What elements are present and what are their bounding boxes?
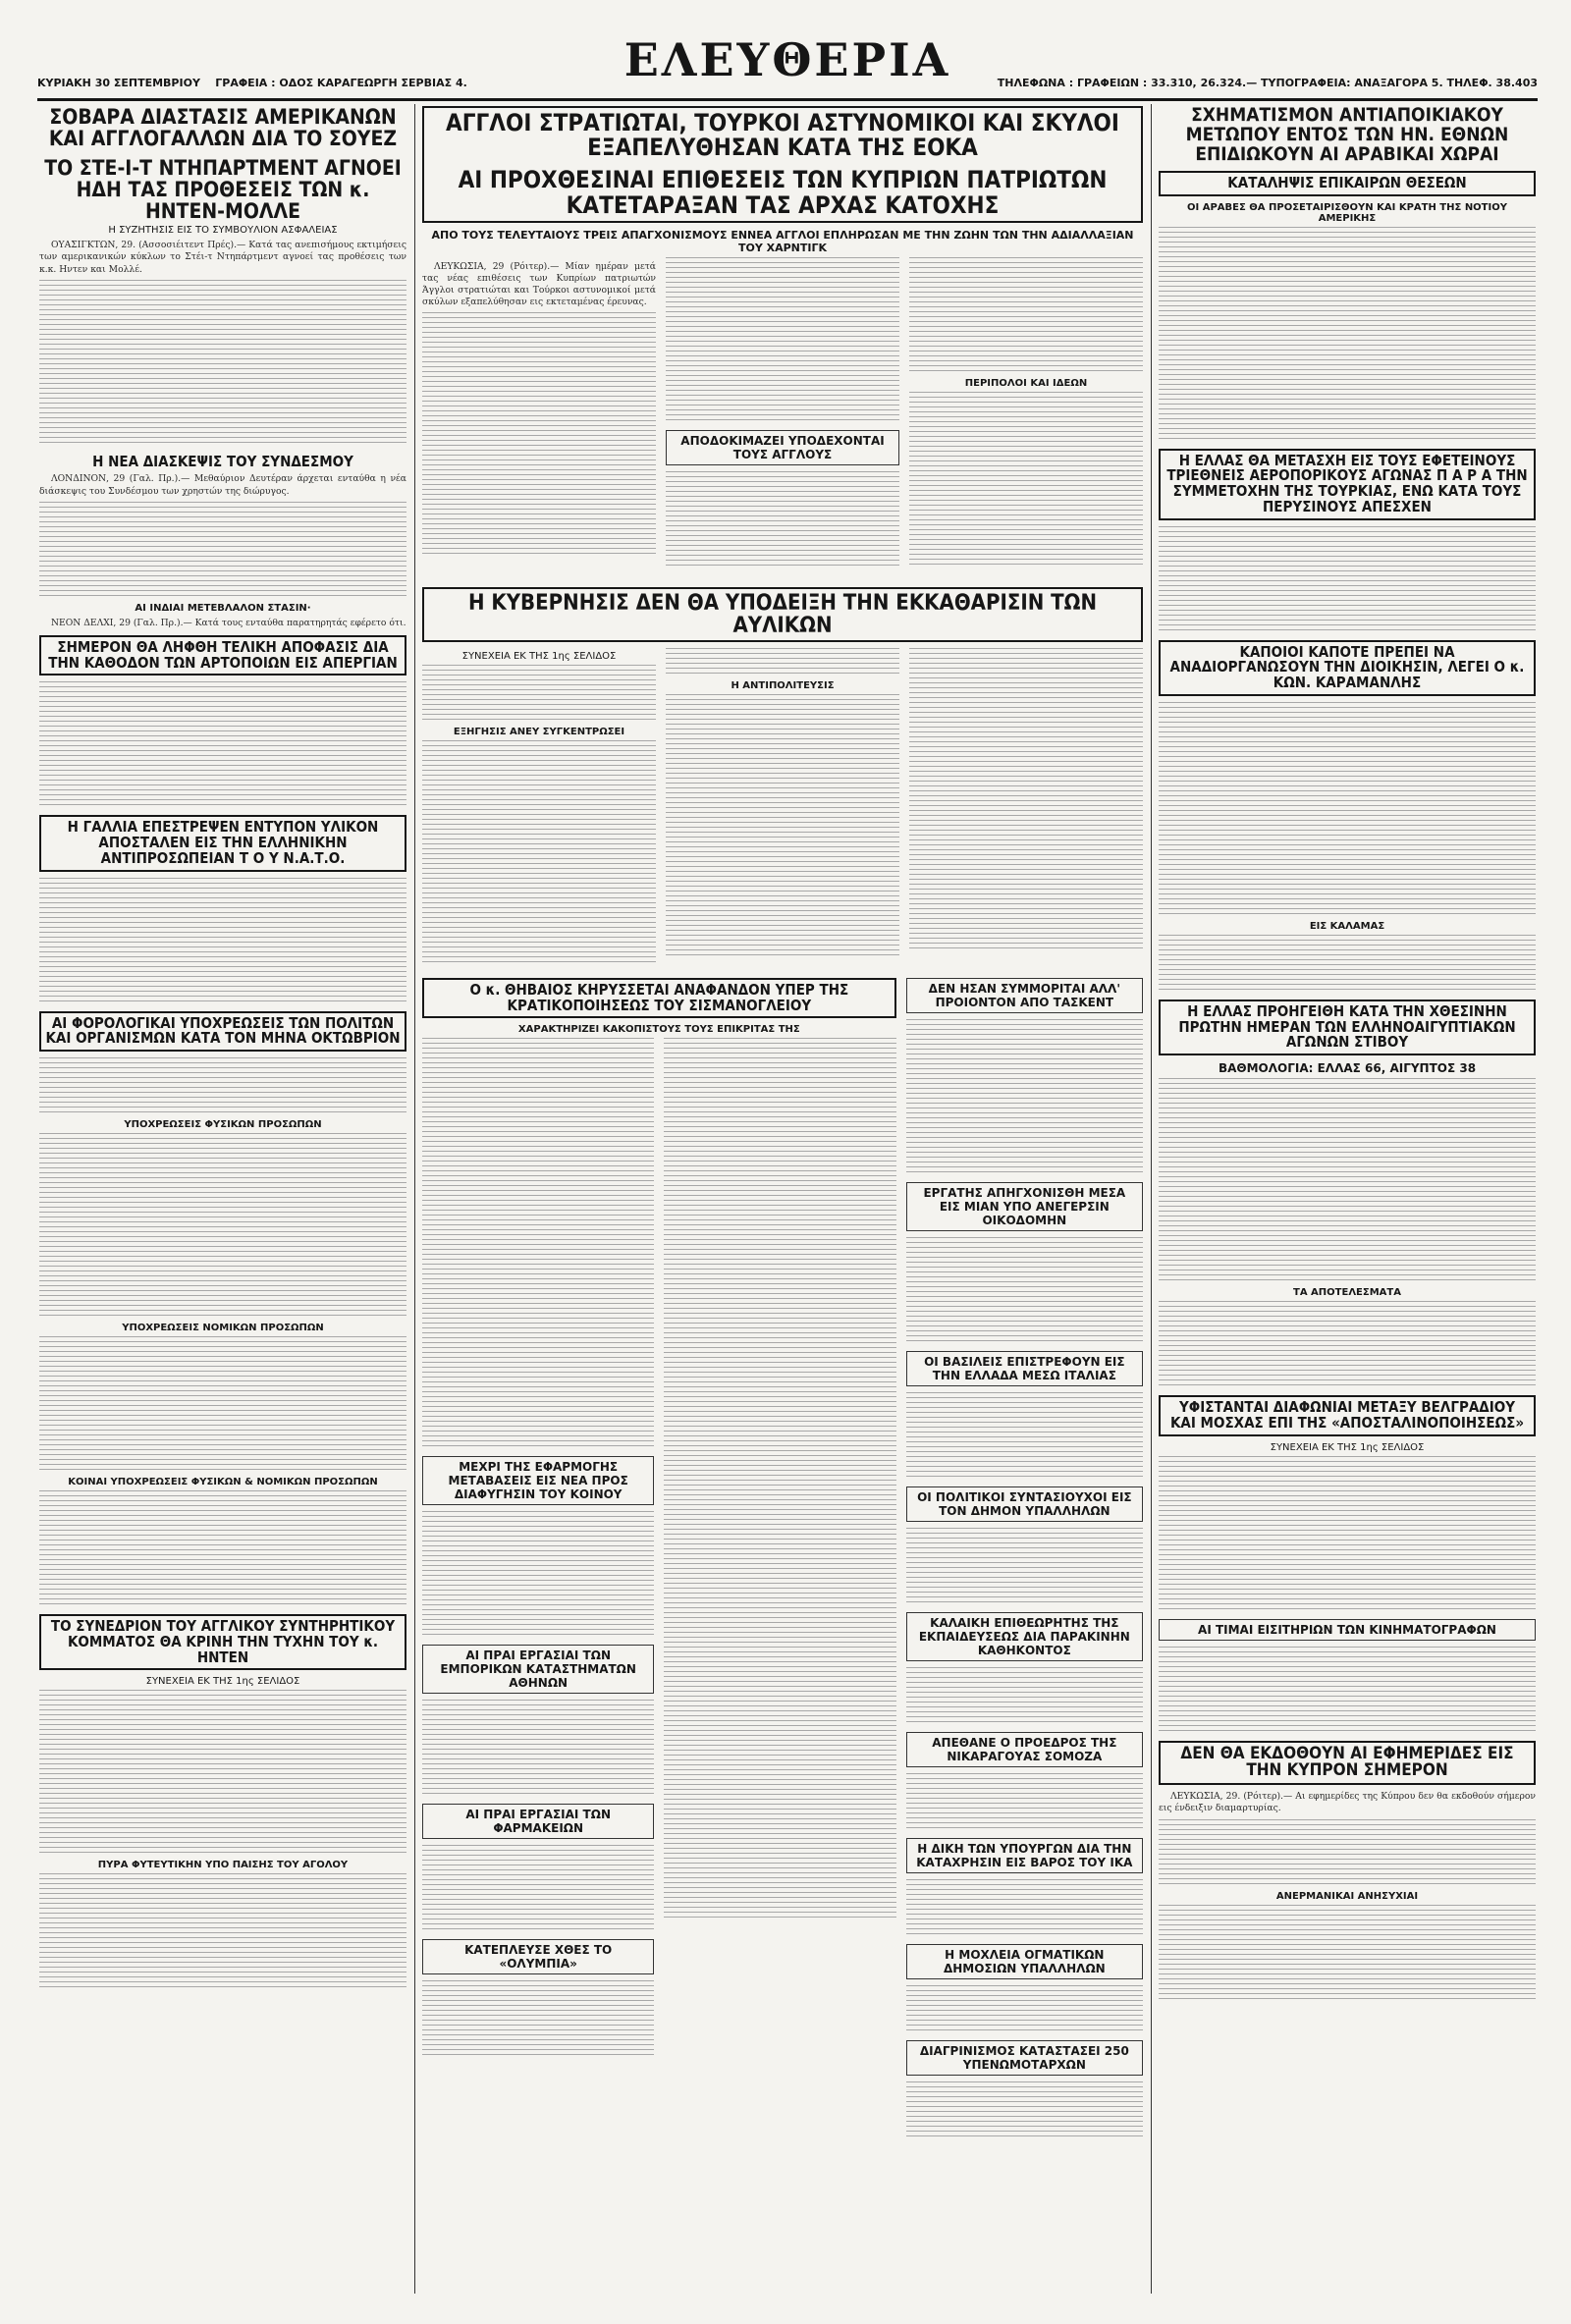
text-block [666,694,899,959]
headline-olympia: ΚΑΤΕΠΛΕΥΣΕ ΧΘΕΣ ΤΟ «ΟΛΥΜΠΙΑ» [422,1939,654,1974]
text-block [906,1985,1143,2034]
lead-article-columns [422,257,1143,581]
article-column [666,257,899,581]
headline-tax-obligations: ΑΙ ΦΟΡΟΛΟΓΙΚΑΙ ΥΠΟΧΡΕΩΣΕΙΣ ΤΩΝ ΠΟΛΙΤΩΝ ΚΑΙ ΟΡΓΑΝΙΣΜΩΝ ΚΑΤΑ ΤΟΝ ΜΗΝΑ ΟΚΤΩΒΡΙΟΝ [45,1013,401,1048]
office-address: ΓΡΑΦΕΙΑ : ΟΔΟΣ ΚΑΡΑΓΕΩΡΓΗ ΣΕΡΒΙΑΣ 4. [215,77,467,89]
banner-government-box [422,587,1143,642]
subheadline-patrols: ΑΠΟΔΟΚΙΜΑΖΕΙ ΥΠΟΔΕΧΟΝΤΑΙ ΤΟΥΣ ΑΓΓΛΟΥΣ [666,430,899,465]
article-body [39,240,406,275]
text-block [909,257,1143,375]
headline-cinema-prices: ΑΙ ΤΙΜΑΙ ΕΙΣΙΤΗΡΙΩΝ ΤΩΝ ΚΙΝΗΜΑΤΟΓΡΑΦΩΝ [1159,1619,1536,1641]
text-block [422,1845,654,1933]
text-block [1159,227,1536,443]
article-column [422,257,656,581]
article-body [39,473,406,497]
headline-state-department: ΤΟ ΣΤΕ-Ι-Τ ΝΤΗΠΑΡΤΜΕΝΤ ΑΓΝΟΕΙ ΗΔΗ ΤΑΣ ΠΡΟΘΕΣΕΙΣ ΤΩΝ κ. ΗΝΤΕΝ-ΜΟΛΛΕ [44,156,402,224]
subheadline-fire: ΠΥΡΑ ΦΥΤΕΥΤΙΚΗΝ ΥΠΟ ΠΑΙΣΗΣ ΤΟΥ ΑΓΟΛΟΥ [97,1860,349,1871]
lead-deck: ΑΠΟ ΤΟΥΣ ΤΕΛΕΥΤΑΙΟΥΣ ΤΡΕΙΣ ΑΠΑΓΧΟΝΙΣΜΟΥΣ ΕΝΝΕΑ ΑΓΓΛΟΙ ΕΠΛΗΡΩΣΑΝ ΜΕ ΤΗΝ ΖΩΗΝ ΤΩΝ ΤΗΝ ΑΔΙΑΛΛΑΞΙΑΝ ΤΟΥ ΧΑΡΝΤΙΓΚ [431,228,1134,254]
text-block [39,681,406,809]
article-column [664,1038,895,2059]
subheadline-security-council: Η ΣΥΖΗΤΗΣΙΣ ΕΙΣ ΤΟ ΣΥΜΒΟΥΛΙΟΝ ΑΣΦΑΛΕΙΑΣ [108,225,338,237]
article-body [39,618,406,629]
lower-center-main [422,972,896,2140]
text-block [664,1038,895,1921]
lead-banner-eoka: ΑΓΓΛΟΙ ΣΤΡΑΤΙΩΤΑΙ, ΤΟΥΡΚΟΙ ΑΣΤΥΝΟΜΙΚΟΙ ΚΑΙ ΣΚΥΛΟΙ ΕΞΑΠΕΛΥΘΗΣΑΝ ΚΑΤΑ ΤΗΣ ΕΟΚΑ [446,109,1119,162]
text-block [906,1667,1143,1726]
text-block [39,1690,406,1857]
text-block [1159,1078,1536,1284]
center-section [422,106,1143,2296]
headline-pharmacy-hours: ΑΙ ΠΡΑΙ ΕΡΓΑΣΙΑΙ ΤΩΝ ΦΑΡΜΑΚΕΙΩΝ [422,1804,654,1839]
text-block [422,740,656,966]
text-block [39,1873,406,1991]
headline-karamanlis: ΚΑΠΟΙΟΙ ΚΑΠΟΤΕ ΠΡΕΠΕΙ ΝΑ ΑΝΑΔΙΟΡΓΑΝΩΣΟΥΝ ΤΗΝ ΔΙΟΙΚΗΣΙΝ, ΛΕΓΕΙ Ο κ. ΚΩΝ. ΚΑΡΑΜΑΝΛΗΣ [1169,642,1525,692]
subheadline-opposition: Η ΑΝΤΙΠΟΛΙΤΕΥΣΙΣ [731,679,835,691]
headline-box-tax [39,1011,406,1053]
headline-positions: ΚΑΤΑΛΗΨΙΣ ΕΠΙΚΑΙΡΩΝ ΘΕΣΕΩΝ [1227,173,1467,191]
text-block [39,1133,406,1320]
text-block [422,312,656,558]
text-block [666,471,899,569]
text-block [909,392,1143,568]
text-block [1159,1819,1536,1888]
text-block [39,502,406,600]
paragraph: ΛΕΥΚΩΣΙΑ, 29. (Ρόιτερ).— Αι εφημερίδες της Κύπρου δεν θα εκδοθούν σήμερον εις ένδειξιν διαμαρτυρίας. [1159,1791,1536,1814]
lower-center-side [906,972,1143,2140]
headline-box-karamanlis [1159,640,1536,696]
headline-suez: ΣΟΒΑΡΑ ΔΙΑΣΤΑΣΙΣ ΑΜΕΡΙΚΑΝΩΝ ΚΑΙ ΑΓΓΛΟΓΑΛΛΩΝ ΔΙΑ ΤΟ ΣΟΥΕΖ [48,106,398,151]
issue-date: ΚΥΡΙΑΚΗ 30 ΣΕΠΤΕΜΒΡΙΟΥ [37,77,200,89]
phone-numbers: ΤΗΛΕΦΩΝΑ : ΓΡΑΦΕΙΩΝ : 33.310, 26.324.— ΤΥΠΟΓΡΑΦΕΙΑ: ΑΝΑΞΑΓΟΡΑ 5. ΤΗΛΕΦ. 38.403 [997,77,1538,89]
headline-worker: ΕΡΓΑΤΗΣ ΑΠΗΓΧΟΝΙΣΘΗ ΜΕΣΑ ΕΙΣ ΜΙΑΝ ΥΠΟ ΑΝΕΓΕΡΣΙΝ ΟΙΚΟΔΟΜΗΝ [906,1182,1143,1231]
headline-inspector: ΚΑΛΑΙΚΗ ΕΠΙΘΕΩΡΗΤΗΣ ΤΗΣ ΕΚΠΑΙΔΕΥΣΕΩΣ ΔΙΑ ΠΑΡΑΚΙΝΗΝ ΚΑΘΗΚΟΝΤΟΣ [906,1612,1143,1661]
text-block [422,665,656,724]
subheadline-physical-persons: ΥΠΟΧΡΕΩΣΕΙΣ ΦΥΣΙΚΩΝ ΠΡΟΣΩΠΩΝ [124,1119,322,1131]
right-column [1159,106,1536,2296]
headline-bakers-strike: ΣΗΜΕΡΟΝ ΘΑ ΛΗΦΘΗ ΤΕΛΙΚΗ ΑΠΟΦΑΣΙΣ ΔΙΑ ΤΗΝ ΚΑΘΟΔΟΝ ΤΩΝ ΑΡΤΟΠΟΙΩΝ ΕΙΣ ΑΠΕΡΓΙΑΝ [48,637,398,672]
newspaper-title: ΕΛΕΥΘΕΡΙΑ [623,33,951,86]
headline-ika-trial: Η ΔΙΚΗ ΤΩΝ ΥΠΟΥΡΓΩΝ ΔΙΑ ΤΗΝ ΚΑΤΑΧΡΗΣΙΝ ΕΙΣ ΒΑΡΟΣ ΤΟΥ ΙΚΑ [906,1838,1143,1873]
subheadline-legal-persons: ΥΠΟΧΡΕΩΣΕΙΣ ΝΟΜΙΚΩΝ ΠΡΟΣΩΠΩΝ [122,1323,324,1334]
headline-conference: Η ΝΕΑ ΔΙΑΣΚΕΨΙΣ ΤΟΥ ΣΥΝΔΕΣΜΟΥ [92,452,353,470]
lead-banner-attacks: ΑΙ ΠΡΟΧΘΕΣΙΝΑΙ ΕΠΙΘΕΣΕΙΣ ΤΩΝ ΚΥΠΡΙΩΝ ΠΑΤΡΙΩΤΩΝ ΚΑΤΕΤΑΡΑΞΑΝ ΤΑΣ ΑΡΧΑΣ ΚΑΤΟΧΗΣ [458,166,1108,219]
headline-cyprus-papers: ΔΕΝ ΘΑ ΕΚΔΟΘΟΥΝ ΑΙ ΕΦΗΜΕΡΙΔΕΣ ΕΙΣ ΤΗΝ ΚΥΠΡΟΝ ΣΗΜΕΡΟΝ [1180,1743,1514,1781]
lower-center [422,972,1143,2140]
article-column [666,648,899,972]
article-column [909,257,1143,581]
headline-box-bakers [39,635,406,676]
subheadline-results: ΤΑ ΑΠΟΤΕΛΕΣΜΑΤΑ [1293,1287,1401,1299]
headline-royals: ΟΙ ΒΑΣΙΛΕΙΣ ΕΠΙΣΤΡΕΦΟΥΝ ΕΙΣ ΤΗΝ ΕΛΛΑΔΑ ΜΕΣΩ ΙΤΑΛΙΑΣ [906,1351,1143,1386]
headline-arab-front: ΣΧΗΜΑΤΙΣΜΟΝ ΑΝΤΙΑΠΟΙΚΙΑΚΟΥ ΜΕΤΩΠΟΥ ΕΝΤΟΣ ΤΩΝ ΗΝ. ΕΘΝΩΝ ΕΠΙΔΙΩΚΟΥΝ ΑΙ ΑΡΑΒΙΚΑΙ ΧΩΡΑΙ [1185,106,1509,165]
headline-box-positions [1159,171,1536,196]
headline-somoza: ΑΠΕΘΑΝΕ Ο ΠΡΟΕΔΡΟΣ ΤΗΣ ΝΙΚΑΡΑΓΟΥΑΣ ΣΟΜΟΖΑ [906,1732,1143,1767]
headline-conservative-congress: ΤΟ ΣΥΝΕΔΡΙΟΝ ΤΟΥ ΑΓΓΛΙΚΟΥ ΣΥΝΤΗΡΗΤΙΚΟΥ ΚΟΜΜΑΤΟΣ ΘΑ ΚΡΙΝΗ ΤΗΝ ΤΥΧΗΝ ΤΟΥ κ. ΗΝΤΕΝ [50,1617,396,1666]
headline-box-athletics [1159,1000,1536,1055]
text-block [39,1057,406,1116]
headline-air-games: Η ΕΛΛΑΣ ΘΑ ΜΕΤΑΣΧΗ ΕΙΣ ΤΟΥΣ ΕΦΕΤΕΙΝΟΥΣ ΤΡΙΕΘΝΕΙΣ ΑΕΡΟΠΟΡΙΚΟΥΣ ΑΓΩΝΑΣ Π Α Ρ Α ΤΗΝ ΣΥΜΜΕΤΟΧΗΝ ΤΗΣ ΤΟΥΡΚΙΑΣ, ΕΝΩ ΚΑΤΑ ΤΟΥΣ ΠΕΡΥΣΙΝΟΥΣ ΑΠΕΣΧΕΝ [1166,451,1528,515]
government-article-columns [422,648,1143,972]
article-body [1159,1791,1536,1814]
paragraph: ΟΥΑΣΙΓΚΤΩΝ, 29. (Ασσοσιέιτεντ Πρές).— Κατά τας ανεπισήμους εκτιμήσεις των αμερικανικών κύκλων το Στέι-τ Ντηπάρτμεντ αγνοεί τας προθέσεις των κ.κ. Ηντεν και Μολλέ. [39,240,406,275]
headline-tashkent: ΔΕΝ ΗΣΑΝ ΣΥΜΜΟΡΙΤΑΙ ΑΛΛ' ΠΡΟΙΟΝΤΟΝ ΑΠΟ ΤΑΣΚΕΝΤ [906,978,1143,1013]
text-block [1159,702,1536,918]
text-block [1159,1456,1536,1613]
subheadline-ideon: ΠΕΡΙΠΟΛΟΙ ΚΑΙ ΙΔΕΩΝ [964,377,1088,389]
article-column [422,1038,654,2059]
headline-transfers: ΜΕΧΡΙ ΤΗΣ ΕΦΑΡΜΟΓΗΣ ΜΕΤΑΒΑΣΕΙΣ ΕΙΣ ΝΕΑ ΠΡΟΣ ΔΙΑΦΥΓΗΣΙΝ ΤΟΥ ΚΟΙΝΟΥ [422,1456,654,1505]
text-block [1159,1905,1536,2003]
text-block [39,878,406,1005]
paragraph: ΛΕΥΚΩΣΙΑ, 29 (Ρόιτερ).— Μίαν ημέραν μετά τας νέας επιθέσεις των Κυπρίων πατριωτών Άγγλοι στρατιώται και Τούρκοι αστυνομικοί μετά σκύλων εξαπελύθησαν εις εκτεταμένας έρευνας. [422,260,656,308]
text-block [666,257,899,424]
lead-headline-box [422,106,1143,223]
subheadline-anxieties: ΑΝΕΡΜΑΝΙΚΑΙ ΑΝΗΣΥΧΙΑΙ [1275,1890,1419,1902]
masthead [37,33,1538,101]
thivaios-columns [422,1038,896,2059]
headline-thivaios: Ο κ. ΘΗΒΑΙΟΣ ΚΗΡΥΣΣΕΤΑΙ ΑΝΑΦΑΝΔΟΝ ΥΠΕΡ ΤΗΣ ΚΡΑΤΙΚΟΠΟΙΗΣΕΩΣ ΤΟΥ ΣΙΣΜΑΝΟΓΛΕΙΟΥ [469,980,849,1014]
text-block [39,1336,406,1474]
text-block [1159,935,1536,994]
paragraph: ΝΕΟΝ ΔΕΛΧΙ, 29 (Γαλ. Πρ.).— Κατά τους ενταύθα παρατηρητάς εφέρετο ότι. [51,617,406,628]
text-block [909,648,1143,952]
text-block [906,1528,1143,1606]
continuation-note: ΣΥΝΕΧΕΙΑ ΕΚ ΤΗΣ 1ης ΣΕΛΙΔΟΣ [461,650,617,662]
subheadline-common-obligations: ΚΟΙΝΑΙ ΥΠΟΧΡΕΩΣΕΙΣ ΦΥΣΙΚΩΝ & ΝΟΜΙΚΩΝ ΠΡΟΣΩΠΩΝ [68,1477,378,1488]
headline-box-nato [39,815,406,871]
continuation-note: ΣΥΝΕΧΕΙΑ ΕΚ ΤΗΣ 1ης ΣΕΛΙΔΟΣ [145,1676,300,1688]
text-block [1159,1301,1536,1389]
text-block [906,1392,1143,1481]
banner-government: Η ΚΥΒΕΡΝΗΣΙΣ ΔΕΝ ΘΑ ΥΠΟΔΕΙΞΗ ΤΗΝ ΕΚΚΑΘΑΡΙΣΙΝ ΤΩΝ ΑΥΛΙΚΩΝ [467,590,1098,638]
headline-box-belgrade [1159,1395,1536,1436]
text-block [1159,526,1536,634]
subheadline-kalamas: ΕΙΣ ΚΑΛΑΜΑΣ [1309,920,1385,932]
text-block [422,1700,654,1798]
headline-france-nato: Η ΓΑΛΛΙΑ ΕΠΕΣΤΡΕΨΕΝ ΕΝΤΥΠΟΝ ΥΛΙΚΟΝ ΑΠΟΣΤΑΛΕΝ ΕΙΣ ΤΗΝ ΕΛΛΗΝΙΚΗΝ ΑΝΤΙΠΡΟΣΩΠΕΙΑΝ Τ Ο Υ Ν.Α.Τ.Ο. [67,818,379,867]
headline-box-conservative [39,1614,406,1670]
headline-belgrade-moscow: ΥΦΙΣΤΑΝΤΑΙ ΔΙΑΦΩΝΙΑΙ ΜΕΤΑΞΥ ΒΕΛΓΡΑΔΙΟΥ ΚΑΙ ΜΟΣΧΑΣ ΕΠΙ ΤΗΣ «ΑΠΟΣΤΑΛΙΝΟΠΟΙΗΣΕΩΣ» [1169,1398,1525,1432]
subheadline-explanation: ΕΞΗΓΗΣΙΣ ΑΝΕΥ ΣΥΓΚΕΝΤΡΩΣΕΙ [453,726,625,737]
headline-officials: Η ΜΟΧΛΕΙΑ ΟΓΜΑΤΙΚΩΝ ΔΗΜΟΣΙΩΝ ΥΠΑΛΛΗΛΩΝ [906,1944,1143,1979]
article-column [909,648,1143,972]
text-block [422,1511,654,1639]
text-block [906,1773,1143,1832]
continuation-note: ΣΥΝΕΧΕΙΑ ΕΚ ΤΗΣ 1ης ΣΕΛΙΔΟΣ [1270,1441,1425,1453]
headline-athletics: Η ΕΛΛΑΣ ΠΡΟΗΓΕΙΘΗ ΚΑΤΑ ΤΗΝ ΧΘΕΣΙΝΗΝ ΠΡΩΤΗΝ ΗΜΕΡΑΝ ΤΩΝ ΕΛΛΗΝΟΑΙΓΥΠΤΙΑΚΩΝ ΑΓΩΝΩΝ ΣΤΙΒΟΥ [1178,1001,1516,1052]
text-block [1159,1647,1536,1735]
column-rule [1151,104,1152,2294]
text-block [666,648,899,677]
column-rule [414,104,415,2294]
left-column [39,106,406,2296]
text-block [906,1879,1143,1938]
text-block [422,1980,654,2059]
athletics-score: ΒΑΘΜΟΛΟΓΙΑ: ΕΛΛΑΣ 66, ΑΙΓΥΠΤΟΣ 38 [1218,1061,1477,1076]
headline-box-cyprus-papers [1159,1741,1536,1786]
paragraph: ΛΟΝΔΙΝΟΝ, 29 (Γαλ. Πρ.).— Μεθαύριον Δευτέραν άρχεται ενταύθα η νέα διάσκεψις του Συνδέσμου των χρηστών της διώρυγος. [39,473,406,497]
subheadline-critics: ΧΑΡΑΚΤΗΡΙΖΕΙ ΚΑΚΟΠΙΣΤΟΥΣ ΤΟΥΣ ΕΠΙΚΡΙΤΑΣ ΤΗΣ [517,1024,800,1036]
article-body [422,261,656,309]
article-column [422,648,656,972]
headline-shop-hours: ΑΙ ΠΡΑΙ ΕΡΓΑΣΙΑΙ ΤΩΝ ΕΜΠΟΡΙΚΩΝ ΚΑΤΑΣΤΗΜΑΤΩΝ ΑΘΗΝΩΝ [422,1645,654,1694]
headline-pensioners: ΟΙ ΠΟΛΙΤΙΚΟΙ ΣΥΝΤΑΣΙΟΥΧΟΙ ΕΙΣ ΤΟΝ ΔΗΜΟΝ ΥΠΑΛΛΗΛΩΝ [906,1486,1143,1522]
text-block [39,1490,406,1608]
subheadline-india: ΑΙ ΙΝΔΙΑΙ ΜΕΤΕΒΛΑΛΟΝ ΣΤΑΣΙΝ· [135,602,311,614]
headline-competition: ΔΙΑΓΡΙΝΙΣΜΟΣ ΚΑΤΑΣΤΑΣΕΙ 250 ΥΠΕΝΩΜΟΤΑΡΧΩΝ [906,2040,1143,2076]
headline-box-thivaios [422,978,896,1019]
text-block [39,280,406,447]
headline-box-air-games [1159,449,1536,520]
text-block [906,1019,1143,1176]
text-block [906,2081,1143,2140]
text-block [422,1038,654,1450]
subheadline-south-america: ΟΙ ΑΡΑΒΕΣ ΘΑ ΠΡΟΣΕΤΑΙΡΙΣΘΟΥΝ ΚΑΙ ΚΡΑΤΗ ΤΗΣ ΝΟΤΙΟΥ ΑΜΕΡΙΚΗΣ [1187,201,1507,224]
text-block [906,1237,1143,1345]
